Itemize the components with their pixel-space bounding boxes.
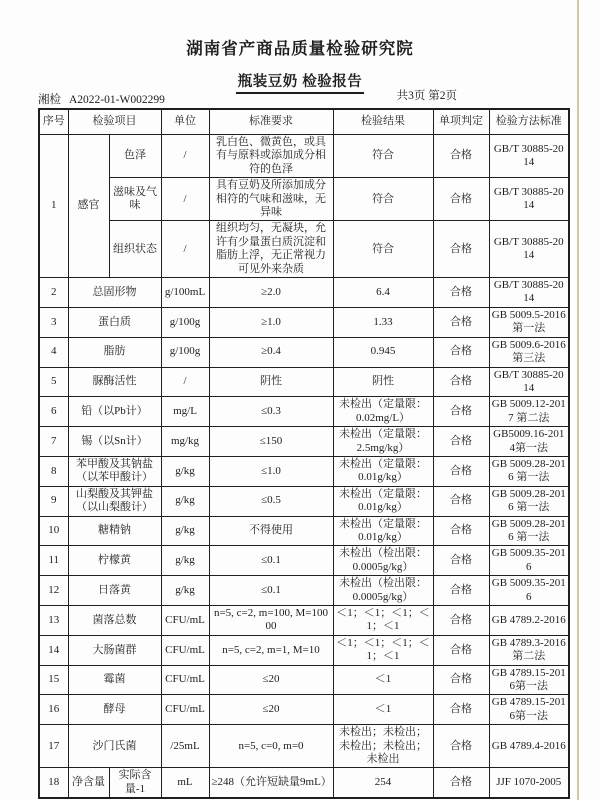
header-result: 检验结果 [333,109,433,135]
result: 未检出（检出限：0.0005g/kg） [333,546,433,576]
result: 符合 [333,221,433,278]
table-header-row [39,109,569,135]
result: 符合 [333,178,433,221]
result: ＜1 [333,665,433,695]
table-row [39,178,569,221]
table-row [39,337,569,367]
method: GB 5009.35-2016 [489,546,569,576]
method: GB 5009.28-2016 第一法 [489,486,569,516]
unit: / [161,135,209,178]
header-standard: 标准要求 [209,109,333,135]
row-no: 17 [39,725,68,768]
method: GB 5009.28-2016 第一法 [489,516,569,546]
item-name: 沙门氏菌 [68,725,161,768]
standard: n=5, c=2, m=1, M=10 [209,635,333,665]
table-row [39,725,569,768]
standard: 具有豆奶及所添加成分相符的气味和滋味，无异味 [209,178,333,221]
item-name: 霉菌 [68,665,161,695]
unit: /25mL [161,725,209,768]
result: ＜1；＜1；＜1；＜1；＜1 [333,606,433,636]
item-name: 色泽 [109,135,161,178]
method: GB/T 30885-2014 [489,135,569,178]
unit: g/100g [161,337,209,367]
item-name: 脲酶活性 [68,367,161,397]
report-number [38,91,173,109]
item-name: 山梨酸及其钾盐（以山梨酸计） [68,486,161,516]
item-name: 柠檬黄 [68,546,161,576]
result: 未检出（定量限：0.02mg/L） [333,397,433,427]
standard: ≤20 [209,695,333,725]
table-row [39,367,569,397]
method: GB 5009.12-2017 第二法 [489,397,569,427]
item-group: 净含量 [68,768,109,798]
page-indicator: 共3页 第2页 [396,90,457,102]
row-no: 14 [39,635,68,665]
method: GB 4789.2-2016 [489,606,569,636]
item-name: 铅（以Pb计） [68,397,161,427]
unit: CFU/mL [161,606,209,636]
judgment: 合格 [433,367,489,397]
unit: mL [161,768,209,798]
judgment: 合格 [433,635,489,665]
item-name: 总固形物 [68,278,161,308]
unit: / [161,178,209,221]
table-row [39,486,569,516]
row-no: 18 [39,768,68,798]
unit: g/kg [161,546,209,576]
method: GB 4789.15-2016第一法 [489,695,569,725]
item-name: 组织状态 [109,221,161,278]
table-row [39,768,569,798]
row-no: 16 [39,695,68,725]
row-no: 13 [39,606,68,636]
table-row [39,546,569,576]
method: GB/T 30885-2014 [489,221,569,278]
judgment: 合格 [433,665,489,695]
judgment: 合格 [433,486,489,516]
row-no: 15 [39,665,68,695]
judgment: 合格 [433,427,489,457]
standard: n=5, c=2, m=100, M=10000 [209,606,333,636]
unit: g/kg [161,516,209,546]
table-row [39,635,569,665]
unit: CFU/mL [161,695,209,725]
item-name: 滋味及气味 [109,178,161,221]
table-row [39,456,569,486]
item-name: 大肠菌群 [68,635,161,665]
method: GB 4789.3-2016第二法 [489,635,569,665]
table-row [39,221,569,278]
unit: CFU/mL [161,665,209,695]
judgment: 合格 [433,337,489,367]
standard: ≤0.5 [209,486,333,516]
unit: g/kg [161,486,209,516]
result: 未检出；未检出；未检出；未检出；未检出 [333,725,433,768]
item-name: 苯甲酸及其钠盐（以苯甲酸计） [68,456,161,486]
item-name: 糖精钠 [68,516,161,546]
method: GB 4789.15-2016第一法 [489,665,569,695]
table-row [39,278,569,308]
row-no: 6 [39,397,68,427]
header-judgment: 单项判定 [433,109,489,135]
judgment: 合格 [433,456,489,486]
method: GB 5009.28-2016 第一法 [489,456,569,486]
unit: g/kg [161,576,209,606]
item-name: 脂肪 [68,337,161,367]
item-group: 感官 [68,135,109,278]
method: GB/T 30885-2014 [489,278,569,308]
result: 未检出（定量限：2.5mg/kg） [333,427,433,457]
method: GB/T 30885-2014 [489,367,569,397]
row-no: 11 [39,546,68,576]
method: GB 5009.5-2016第一法 [489,307,569,337]
header-no: 序号 [39,109,68,135]
unit: / [161,221,209,278]
result: 未检出（定量限：0.01g/kg） [333,456,433,486]
row-no: 4 [39,337,68,367]
unit: CFU/mL [161,635,209,665]
method: GB 4789.4-2016 [489,725,569,768]
judgment: 合格 [433,546,489,576]
judgment: 合格 [433,221,489,278]
standard: 不得使用 [209,516,333,546]
header-unit: 单位 [161,109,209,135]
row-no: 8 [39,456,68,486]
result: 未检出（定量限：0.01g/kg） [333,516,433,546]
scan-edge-line [577,0,579,800]
judgment: 合格 [433,695,489,725]
standard: 阴性 [209,367,333,397]
method: JJF 1070-2005 [489,768,569,798]
standard: ≤20 [209,665,333,695]
standard: ≤1.0 [209,456,333,486]
standard: ≤0.1 [209,576,333,606]
standard: ≥2.0 [209,278,333,308]
standard: 乳白色、微黄色，或具有与原料或添加成分相符的色泽 [209,135,333,178]
result: 0.945 [333,337,433,367]
report-number-value: A2022-01-W002299 [69,94,165,106]
header-item: 检验项目 [68,109,161,135]
institute-title: 湖南省产商品质量检验研究院 [186,40,414,58]
standard: ≤0.3 [209,397,333,427]
unit: g/100g [161,307,209,337]
result: 6.4 [333,278,433,308]
judgment: 合格 [433,278,489,308]
standard: n=5, c=0, m=0 [209,725,333,768]
result: 254 [333,768,433,798]
judgment: 合格 [433,178,489,221]
judgment: 合格 [433,725,489,768]
table-row [39,135,569,178]
method: GB 5009.35-2016 [489,576,569,606]
standard: ≥1.0 [209,307,333,337]
table-row [39,606,569,636]
method: GB 5009.6-2016第三法 [489,337,569,367]
judgment: 合格 [433,768,489,798]
table-row [39,397,569,427]
report-number-prefix: 湘检 [38,94,61,106]
unit: g/kg [161,456,209,486]
result: 未检出（检出限：0.0005g/kg） [333,576,433,606]
item-name: 锡（以Sn计） [68,427,161,457]
item-name: 酵母 [68,695,161,725]
result: ＜1；＜1；＜1；＜1；＜1 [333,635,433,665]
item-name: 日落黄 [68,576,161,606]
standard: ≥248（允许短缺量9mL） [209,768,333,798]
judgment: 合格 [433,606,489,636]
table-row [39,516,569,546]
row-no: 3 [39,307,68,337]
row-no: 2 [39,278,68,308]
standard: 组织均匀，无凝块，允许有少量蛋白质沉淀和脂肪上浮，无正常视力可见外来杂质 [209,221,333,278]
table-row [39,576,569,606]
table-row [39,307,569,337]
unit: g/100mL [161,278,209,308]
result: 未检出（定量限：0.01g/kg） [333,486,433,516]
result: 阴性 [333,367,433,397]
result: 符合 [333,135,433,178]
row-no: 1 [39,135,68,278]
standard: ≤150 [209,427,333,457]
row-no: 7 [39,427,68,457]
unit: / [161,367,209,397]
table-row [39,427,569,457]
judgment: 合格 [433,307,489,337]
item-name: 蛋白质 [68,307,161,337]
report-title-text: 瓶装豆奶 检验报告 [236,74,365,94]
unit: mg/kg [161,427,209,457]
item-name: 菌落总数 [68,606,161,636]
row-no: 12 [39,576,68,606]
item-name: 实际含量-1 [109,768,161,798]
judgment: 合格 [433,397,489,427]
row-no: 5 [39,367,68,397]
header-method: 检验方法标准 [489,109,569,135]
inspection-table [38,108,570,799]
result: 1.33 [333,307,433,337]
judgment: 合格 [433,576,489,606]
unit: mg/L [161,397,209,427]
result: ＜1 [333,695,433,725]
judgment: 合格 [433,516,489,546]
row-no: 10 [39,516,68,546]
standard: ≤0.1 [209,546,333,576]
row-no: 9 [39,486,68,516]
report-title [0,70,600,91]
method: GB/T 30885-2014 [489,178,569,221]
table-row [39,695,569,725]
method: GB5009.16-2014第一法 [489,427,569,457]
judgment: 合格 [433,135,489,178]
table-row [39,665,569,695]
standard: ≥0.4 [209,337,333,367]
